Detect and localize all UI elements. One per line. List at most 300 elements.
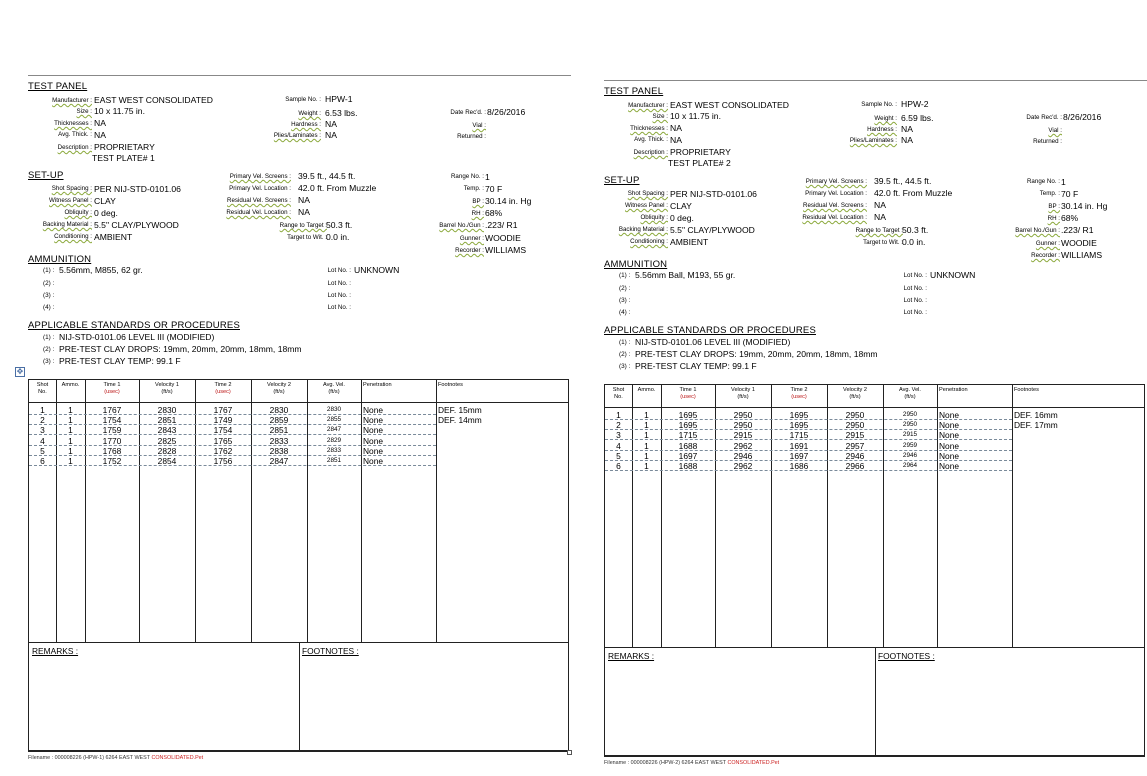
cell-footnote: DEF. 15mm [438,405,482,415]
value-manufacturer[interactable]: EAST WEST CONSOLIDATED [94,95,213,105]
cell-vel2: 2847 [269,456,289,466]
table-row[interactable] [29,425,436,435]
table-row[interactable] [29,436,436,446]
value-rh[interactable]: 68% [485,208,503,218]
value-residual-vel-screens[interactable]: NA [874,200,886,210]
cell-time2: 1754 [213,425,233,436]
cell-vel2: 2966 [845,461,865,471]
value-description[interactable]: PROPRIETARY [94,142,155,152]
cell-vel2: 2859 [269,415,289,426]
cell-vel2: 2946 [845,450,865,461]
value-date-recd[interactable]: 8/26/2016 [487,107,526,117]
label-gunner: Gunner : [459,235,484,242]
label-std-1: (1) : [43,334,55,341]
cell-avg: 2829 [326,436,342,444]
label-gunner: Gunner : [1035,240,1060,247]
value-std-2[interactable]: PRE-TEST CLAY DROPS: 19mm, 20mm, 20mm, 18mm, 18mm [59,344,302,354]
label-size: Size : [76,108,92,115]
table-row[interactable] [605,420,1058,431]
remarks-title: REMARKS : [32,646,79,656]
label-range-no: Range No. : [450,173,484,180]
value-obliquity[interactable]: 0 deg. [94,208,118,218]
label-barrel-gun: Barrel No./Gun : [1015,227,1060,234]
label-thicknesses: Thicknesses : [54,120,92,127]
table-row[interactable] [29,446,436,456]
value-target-to-wit[interactable]: 0.0 in. [902,237,926,247]
cell-ammo: 1 [68,405,73,415]
cell-shot: 5 [40,445,45,456]
cell-penetration: None [363,445,384,456]
label-hardness: Hardness : [867,126,897,133]
label-ammo-1: (1) : [43,267,55,274]
label-primary-vel-location: Primary Vel. Location : [229,185,291,192]
value-size[interactable]: 10 x 11.75 in. [94,106,145,116]
cell-vel1: 2950 [733,420,753,431]
value-std-2[interactable]: PRE-TEST CLAY DROPS: 19mm, 20mm, 20mm, 18mm, 18mm [635,349,878,359]
label-ammo-2: (2) : [619,285,631,292]
table-row[interactable] [29,405,482,415]
label-ammo-4: (4) : [43,304,55,311]
value-witness-panel[interactable]: CLAY [670,201,692,211]
cell-shot: 2 [616,420,621,431]
cell-time1: 1770 [102,435,122,446]
cell-shot: 3 [40,425,45,436]
value-range-to-target[interactable]: 50.3 ft. [326,220,353,230]
remarks-divider [875,648,876,756]
cell-time2: 1765 [213,435,233,446]
table-row[interactable] [29,456,436,466]
cell-avg: 2946 [902,451,918,459]
cell-vel2: 2830 [269,405,289,415]
value-sample-no[interactable]: HPW-1 [325,94,353,104]
label-obliquity: Obliquity : [640,214,668,221]
label-ammo-1: (1) : [619,272,631,279]
cell-time1: 1752 [102,456,122,466]
th-penetration: Penetration [363,382,392,388]
table-row[interactable] [605,441,1012,451]
value-ammo-1[interactable]: 5.56mm, M855, 62 gr. [59,265,143,275]
label-temp: Temp. : [463,185,484,192]
cell-penetration: None [939,440,960,451]
value-weight[interactable]: 6.53 lbs. [325,108,358,118]
cell-vel1: 2851 [157,415,177,426]
value-hardness[interactable]: NA [325,119,337,129]
value-conditioning[interactable]: AMBIENT [670,237,709,247]
cell-time1: 1767 [102,405,122,415]
cell-footnote: DEF. 14mm [438,415,482,426]
section-setup: SET-UP [28,170,64,181]
value-gunner[interactable]: WOODIE [1061,238,1097,248]
cell-vel1: 2830 [157,405,177,415]
label-rh: RH : [471,210,484,217]
label-lot-no-4: Lot No. : [327,304,351,311]
label-range-to-target: Range to Target : [279,222,327,229]
label-backing-material: Backing Material : [42,221,92,228]
cell-time2: 1686 [789,461,809,471]
footer-filename: Filename : 000008226 (HPW-1) 6264 EAST WEST CONSOLIDATED.Pet [28,755,204,761]
cell-vel1: 2962 [733,440,753,451]
th-avg: Avg. Vel. (ft/s) [899,387,921,400]
section-ammunition: AMMUNITION [604,259,668,270]
cell-time2: 1756 [213,456,233,466]
label-manufacturer: Manufacturer : [52,97,92,104]
th-ammo: Ammo. [61,382,80,388]
footnotes-title: FOOTNOTES : [878,651,935,661]
table-row[interactable] [605,430,1012,440]
cell-avg: 2833 [326,446,342,454]
value-target-to-wit[interactable]: 0.0 in. [326,232,350,242]
value-description-line2[interactable]: TEST PLATE# 1 [92,153,155,163]
value-std-3[interactable]: PRE-TEST CLAY TEMP: 99.1 F [635,361,757,371]
value-temp[interactable]: 70 F [1061,189,1079,199]
value-backing-material[interactable]: 5.5" CLAY/PLYWOOD [670,225,755,235]
cell-ammo: 1 [644,450,649,461]
value-barrel-gun[interactable]: .223/ R1 [1061,225,1094,235]
cell-time2: 1697 [789,450,809,461]
th-ammo: Ammo. [637,387,656,393]
value-sample-no[interactable]: HPW-2 [901,99,929,109]
cell-ammo: 1 [68,435,73,446]
value-ammo-1[interactable]: 5.56mm Ball, M193, 55 gr. [635,270,736,280]
label-witness-panel: Witness Panel : [49,197,92,204]
cell-shot: 5 [616,450,621,461]
value-backing-material[interactable]: 5.5" CLAY/PLYWOOD [94,220,179,230]
cell-ammo: 1 [644,410,649,420]
header-separator [605,407,1144,408]
cell-footnote: DEF. 16mm [1014,410,1058,420]
label-weight: Weight : [298,110,321,117]
label-residual-vel-screens: Residual Vel. Screens : [227,197,291,204]
cell-ammo: 1 [68,445,73,456]
label-lot-no-3: Lot No. : [903,297,927,304]
value-recorder[interactable]: WILLIAMS [1061,250,1103,260]
label-size: Size : [652,113,668,120]
value-obliquity[interactable]: 0 deg. [670,213,694,223]
th-penetration: Penetration [939,387,968,393]
value-lot-no-1[interactable]: UNKNOWN [930,270,976,280]
value-residual-vel-location[interactable]: NA [298,207,310,217]
cell-penetration: None [363,435,384,446]
cell-penetration: None [939,450,960,461]
remarks-divider [299,643,300,751]
cell-ammo: 1 [68,456,73,466]
cell-ammo: 1 [68,425,73,436]
label-ammo-2: (2) : [43,280,55,287]
value-date-recd[interactable]: 8/26/2016 [1063,112,1102,122]
label-plies: Plies/Laminates : [273,132,321,139]
header-separator [29,402,568,403]
section-standards: APPLICABLE STANDARDS OR PROCEDURES [604,325,816,336]
label-rh: RH : [1047,215,1060,222]
value-rh[interactable]: 68% [1061,213,1079,223]
value-bp[interactable]: 30.14 in. Hg [1061,201,1108,211]
cell-avg: 2855 [326,416,342,424]
value-size[interactable]: 10 x 11.75 in. [670,111,721,121]
cell-time2: 1767 [213,405,233,415]
label-sample-no: Sample No. : [861,101,897,108]
value-shot-spacing[interactable]: PER NIJ-STD-0101.06 [670,189,757,199]
label-ammo-4: (4) : [619,309,631,316]
label-lot-no-1: Lot No. : [903,272,927,279]
label-shot-spacing: Shot Spacing : [627,190,668,197]
value-hardness[interactable]: NA [901,124,913,134]
th-avg: Avg. Vel. (ft/s) [323,382,345,395]
th-vel2: Velocity 2 (ft/s) [843,387,867,400]
label-witness-panel: Witness Panel : [625,202,668,209]
value-bp[interactable]: 30.14 in. Hg [485,196,532,206]
remarks-box [604,647,1145,757]
cell-penetration: None [939,461,960,471]
cell-shot: 4 [40,435,45,446]
label-temp: Temp. : [1039,190,1060,197]
label-date-recd: Date Rec'd. : [1026,114,1062,121]
value-barrel-gun[interactable]: .223/ R1 [485,220,518,230]
table-row[interactable] [605,410,1058,420]
table-row[interactable] [29,415,482,426]
cell-avg: 2851 [326,457,342,464]
cell-ammo: 1 [644,440,649,451]
cell-time1: 1754 [102,415,122,426]
value-gunner[interactable]: WOODIE [485,233,521,243]
value-plies[interactable]: NA [325,130,337,140]
report-page-1 [28,64,571,764]
value-primary-vel-location[interactable]: 42.0 ft. From Muzzle [298,183,377,193]
value-recorder[interactable]: WILLIAMS [485,245,527,255]
header-rule [604,80,1147,81]
value-avg-thick[interactable]: NA [94,130,106,140]
label-lot-no-1: Lot No. : [327,267,351,274]
table-row[interactable] [605,461,1012,471]
value-std-1[interactable]: NIJ-STD-0101.06 LEVEL III (MODIFIED) [59,332,215,342]
table-move-handle-icon[interactable]: ✥ [16,367,24,376]
th-vel2: Velocity 2 (ft/s) [267,382,291,395]
value-primary-vel-screens[interactable]: 39.5 ft., 44.5 ft. [298,171,356,181]
label-primary-vel-screens: Primary Vel. Screens : [229,173,291,180]
th-footnotes: Footnotes [438,382,463,388]
label-sample-no: Sample No. : [285,96,321,103]
label-ammo-3: (3) : [619,297,631,304]
cell-footnote: DEF. 17mm [1014,420,1058,431]
cell-shot: 4 [616,440,621,451]
cell-time1: 1688 [678,440,698,451]
footer-filename: Filename : 000008226 (HPW-2) 6264 EAST WEST CONSOLIDATED.Pet [604,760,780,766]
cell-penetration: None [363,415,384,426]
cell-shot: 1 [616,410,621,420]
cell-vel2: 2950 [845,410,865,420]
cell-time2: 1749 [213,415,233,426]
value-std-3[interactable]: PRE-TEST CLAY TEMP: 99.1 F [59,356,181,366]
label-backing-material: Backing Material : [618,226,668,233]
cell-penetration: None [363,456,384,466]
value-conditioning[interactable]: AMBIENT [94,232,133,242]
label-std-2: (2) : [619,351,631,358]
label-bp: BP : [1048,203,1060,210]
cell-time2: 1762 [213,445,233,456]
value-description[interactable]: PROPRIETARY [670,147,731,157]
section-standards: APPLICABLE STANDARDS OR PROCEDURES [28,320,240,331]
value-temp[interactable]: 70 F [485,184,503,194]
cell-vel1: 2962 [733,461,753,471]
cell-time2: 1691 [789,440,809,451]
cell-ammo: 1 [644,430,649,441]
label-std-3: (3) : [619,363,631,370]
label-lot-no-3: Lot No. : [327,292,351,299]
remarks-title: REMARKS : [608,651,655,661]
cell-ammo: 1 [644,461,649,471]
cell-avg: 2950 [902,421,918,429]
cell-time1: 1768 [102,445,122,456]
label-barrel-gun: Barrel No./Gun : [439,222,484,229]
value-thicknesses[interactable]: NA [670,123,682,133]
label-lot-no-2: Lot No. : [327,280,351,287]
label-std-2: (2) : [43,346,55,353]
label-hardness: Hardness : [291,121,321,128]
cell-vel2: 2838 [269,445,289,456]
cell-vel2: 2957 [845,440,865,451]
cell-vel2: 2851 [269,425,289,436]
value-manufacturer[interactable]: EAST WEST CONSOLIDATED [670,100,789,110]
th-time1: Time 1 (usec) [103,382,121,395]
label-avg-thick: Avg. Thick. : [634,136,668,143]
cell-vel1: 2825 [157,435,177,446]
cell-ammo: 1 [68,415,73,426]
cell-shot: 1 [40,405,45,415]
table-row[interactable] [605,451,1012,461]
section-ammunition: AMMUNITION [28,254,92,265]
cell-ammo: 1 [644,420,649,431]
col-divider [436,380,437,643]
label-thicknesses: Thicknesses : [630,125,668,132]
cell-vel1: 2828 [157,445,177,456]
value-weight[interactable]: 6.59 lbs. [901,113,934,123]
cell-vel1: 2915 [733,430,753,441]
label-std-3: (3) : [43,358,55,365]
value-residual-vel-screens[interactable]: NA [298,195,310,205]
label-returned: Returned : [1033,138,1062,145]
cell-penetration: None [939,420,960,431]
value-thicknesses[interactable]: NA [94,118,106,128]
label-recorder: Recorder : [1031,252,1060,259]
value-description-line2[interactable]: TEST PLATE# 2 [668,158,731,168]
remarks-box [28,642,569,752]
value-avg-thick[interactable]: NA [670,135,682,145]
cell-vel2: 2833 [269,435,289,446]
label-obliquity: Obliquity : [64,209,92,216]
label-recorder: Recorder : [455,247,484,254]
footnotes-title: FOOTNOTES : [302,646,359,656]
label-target-to-wit: Target to Wit. : [287,234,327,241]
label-target-to-wit: Target to Wit. : [863,239,903,246]
cell-vel1: 2843 [157,425,177,436]
col-divider [1012,385,1013,648]
value-plies[interactable]: NA [901,135,913,145]
cell-vel1: 2950 [733,410,753,420]
section-test-panel: TEST PANEL [604,86,664,97]
value-range-to-target[interactable]: 50.3 ft. [902,225,929,235]
label-range-to-target: Range to Target : [855,227,903,234]
label-vial: Vial : [1048,127,1062,134]
label-shot-spacing: Shot Spacing : [51,185,92,192]
value-lot-no-1[interactable]: UNKNOWN [354,265,400,275]
label-weight: Weight : [874,115,897,122]
cell-time1: 1688 [678,461,698,471]
value-range-no[interactable]: 1 [485,172,490,182]
label-residual-vel-screens: Residual Vel. Screens : [803,202,867,209]
value-std-1[interactable]: NIJ-STD-0101.06 LEVEL III (MODIFIED) [635,337,791,347]
label-bp: BP : [472,198,484,205]
header-rule [28,75,571,76]
cell-avg: 2950 [902,411,918,418]
value-shot-spacing[interactable]: PER NIJ-STD-0101.06 [94,184,181,194]
cell-avg: 2847 [326,426,342,434]
cell-vel2: 2950 [845,420,865,431]
cell-shot: 3 [616,430,621,441]
label-residual-vel-location: Residual Vel. Location : [802,214,867,221]
cell-time1: 1695 [678,420,698,431]
th-footnotes: Footnotes [1014,387,1039,393]
cell-avg: 2830 [326,406,342,413]
value-primary-vel-location[interactable]: 42.0 ft. From Muzzle [874,188,953,198]
cell-avg: 2964 [902,462,918,469]
value-residual-vel-location[interactable]: NA [874,212,886,222]
label-manufacturer: Manufacturer : [628,102,668,109]
label-primary-vel-screens: Primary Vel. Screens : [805,178,867,185]
label-vial: Vial : [472,122,486,129]
cell-shot: 2 [40,415,45,426]
label-conditioning: Conditioning : [54,233,92,240]
label-date-recd: Date Rec'd. : [450,109,486,116]
table-resize-handle[interactable] [567,750,572,755]
label-description: Description : [633,149,668,156]
cell-vel1: 2946 [733,450,753,461]
th-vel1: Velocity 1 (ft/s) [731,387,755,400]
cell-vel1: 2854 [157,456,177,466]
cell-penetration: None [363,405,384,415]
value-witness-panel[interactable]: CLAY [94,196,116,206]
label-returned: Returned : [457,133,486,140]
label-residual-vel-location: Residual Vel. Location : [226,209,291,216]
label-lot-no-4: Lot No. : [903,309,927,316]
label-std-1: (1) : [619,339,631,346]
cell-time2: 1695 [789,420,809,431]
cell-time2: 1715 [789,430,809,441]
cell-time1: 1695 [678,410,698,420]
label-avg-thick: Avg. Thick. : [58,131,92,138]
cell-avg: 2959 [902,441,918,449]
th-shot: Shot No. [36,382,49,395]
th-shot: Shot No. [612,387,625,400]
cell-shot: 6 [616,461,621,471]
value-range-no[interactable]: 1 [1061,177,1066,187]
value-primary-vel-screens[interactable]: 39.5 ft., 44.5 ft. [874,176,932,186]
section-setup: SET-UP [604,175,640,186]
label-plies: Plies/Laminates : [849,137,897,144]
cell-shot: 6 [40,456,45,466]
cell-time1: 1697 [678,450,698,461]
cell-penetration: None [939,410,960,420]
th-vel1: Velocity 1 (ft/s) [155,382,179,395]
section-test-panel: TEST PANEL [28,81,88,92]
label-ammo-3: (3) : [43,292,55,299]
th-time1: Time 1 (usec) [679,387,697,400]
cell-vel2: 2915 [845,430,865,441]
label-range-no: Range No. : [1026,178,1060,185]
th-time2: Time 2 (usec) [214,382,232,395]
cell-time1: 1715 [678,430,698,441]
cell-penetration: None [363,425,384,436]
cell-avg: 2915 [902,431,918,439]
cell-penetration: None [939,430,960,441]
